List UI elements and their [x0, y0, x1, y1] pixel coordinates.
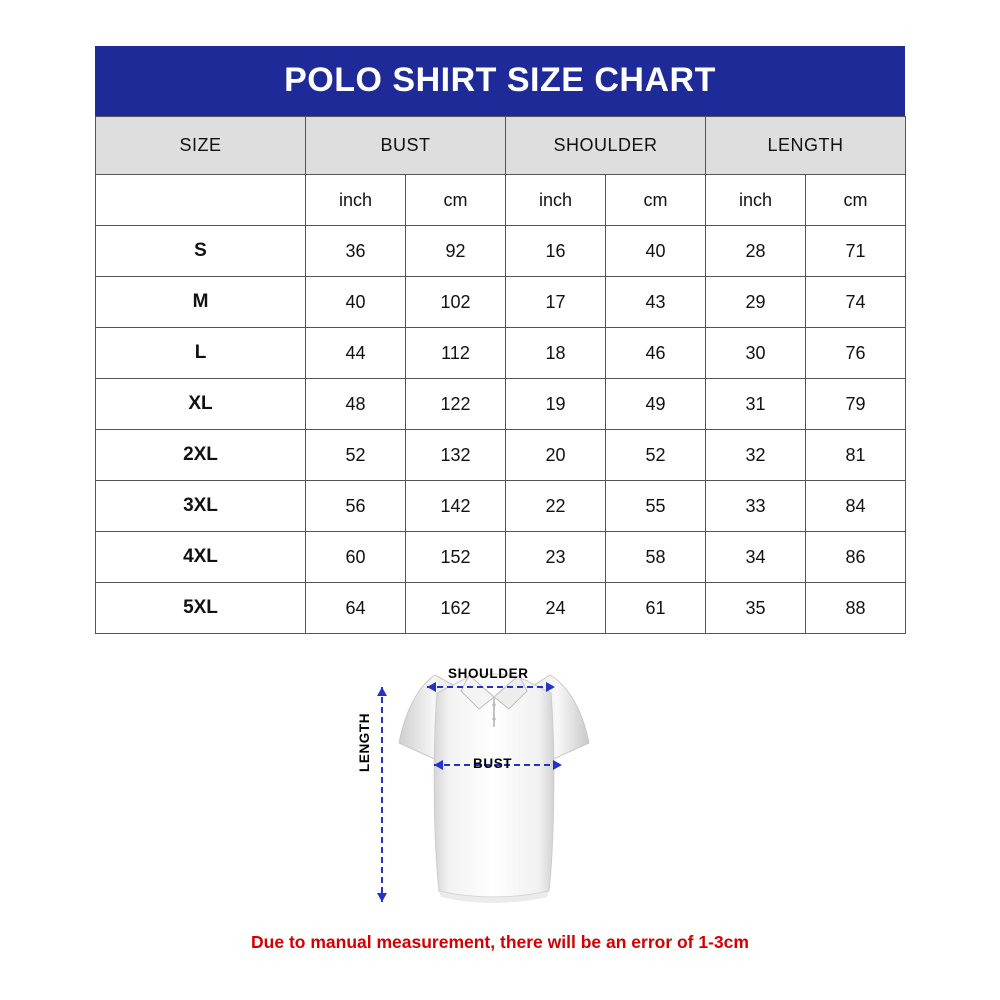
cell-length-cm: 74: [806, 277, 906, 328]
cell-bust-cm: 102: [406, 277, 506, 328]
cell-shoulder-cm: 55: [606, 481, 706, 532]
cell-shoulder-inch: 17: [506, 277, 606, 328]
unit-bust-cm: cm: [406, 175, 506, 226]
table-header-row: [96, 117, 906, 175]
header-bust: BUST: [306, 117, 506, 175]
cell-length-cm: 88: [806, 583, 906, 634]
cell-bust-inch: 48: [306, 379, 406, 430]
table-row: [96, 277, 906, 328]
unit-shoulder-cm: cm: [606, 175, 706, 226]
cell-length-cm: 76: [806, 328, 906, 379]
table-row: [96, 430, 906, 481]
cell-bust-cm: 112: [406, 328, 506, 379]
cell-bust-inch: 44: [306, 328, 406, 379]
cell-length-inch: 28: [706, 226, 806, 277]
measurement-illustration: [330, 630, 680, 930]
cell-length-inch: 34: [706, 532, 806, 583]
cell-bust-cm: 92: [406, 226, 506, 277]
cell-length-inch: 32: [706, 430, 806, 481]
table-row: [96, 379, 906, 430]
cell-bust-cm: 142: [406, 481, 506, 532]
cell-length-cm: 84: [806, 481, 906, 532]
cell-shoulder-cm: 46: [606, 328, 706, 379]
cell-shoulder-cm: 58: [606, 532, 706, 583]
cell-length-cm: 71: [806, 226, 906, 277]
cell-shoulder-cm: 49: [606, 379, 706, 430]
cell-shoulder-inch: 24: [506, 583, 606, 634]
cell-shoulder-inch: 20: [506, 430, 606, 481]
cell-bust-inch: 60: [306, 532, 406, 583]
cell-shoulder-inch: 23: [506, 532, 606, 583]
unit-shoulder-inch: inch: [506, 175, 606, 226]
cell-shoulder-cm: 43: [606, 277, 706, 328]
shoulder-label: SHOULDER: [448, 666, 529, 681]
cell-bust-cm: 162: [406, 583, 506, 634]
cell-size: 5XL: [96, 583, 306, 634]
cell-length-inch: 29: [706, 277, 806, 328]
cell-length-cm: 81: [806, 430, 906, 481]
cell-size: S: [96, 226, 306, 277]
cell-bust-inch: 56: [306, 481, 406, 532]
cell-shoulder-inch: 18: [506, 328, 606, 379]
table-row: [96, 532, 906, 583]
cell-bust-cm: 152: [406, 532, 506, 583]
unit-length-inch: inch: [706, 175, 806, 226]
cell-length-inch: 33: [706, 481, 806, 532]
cell-size: XL: [96, 379, 306, 430]
cell-size: 2XL: [96, 430, 306, 481]
cell-shoulder-inch: 16: [506, 226, 606, 277]
header-size: SIZE: [96, 117, 306, 175]
table-row: [96, 226, 906, 277]
cell-size: 4XL: [96, 532, 306, 583]
chart-title: POLO SHIRT SIZE CHART: [95, 46, 905, 116]
cell-size: 3XL: [96, 481, 306, 532]
cell-bust-inch: 40: [306, 277, 406, 328]
cell-length-inch: 35: [706, 583, 806, 634]
cell-length-cm: 86: [806, 532, 906, 583]
unit-length-cm: cm: [806, 175, 906, 226]
table-row: [96, 481, 906, 532]
cell-shoulder-cm: 61: [606, 583, 706, 634]
unit-blank: [96, 175, 306, 226]
size-chart: [95, 46, 905, 634]
cell-length-inch: 30: [706, 328, 806, 379]
cell-bust-cm: 132: [406, 430, 506, 481]
cell-size: M: [96, 277, 306, 328]
cell-shoulder-inch: 22: [506, 481, 606, 532]
cell-length-cm: 79: [806, 379, 906, 430]
table-row: [96, 328, 906, 379]
table-row: [96, 583, 906, 634]
cell-bust-cm: 122: [406, 379, 506, 430]
cell-size: L: [96, 328, 306, 379]
cell-bust-inch: 64: [306, 583, 406, 634]
cell-shoulder-cm: 52: [606, 430, 706, 481]
header-length: LENGTH: [706, 117, 906, 175]
cell-shoulder-cm: 40: [606, 226, 706, 277]
bust-label: BUST: [473, 756, 513, 771]
cell-shoulder-inch: 19: [506, 379, 606, 430]
unit-bust-inch: inch: [306, 175, 406, 226]
cell-length-inch: 31: [706, 379, 806, 430]
table-unit-row: [96, 175, 906, 226]
size-chart-table: [95, 116, 906, 634]
cell-bust-inch: 36: [306, 226, 406, 277]
header-shoulder: SHOULDER: [506, 117, 706, 175]
length-label: LENGTH: [357, 712, 372, 772]
cell-bust-inch: 52: [306, 430, 406, 481]
measurement-note: Due to manual measurement, there will be an error of 1-3cm: [251, 932, 749, 952]
